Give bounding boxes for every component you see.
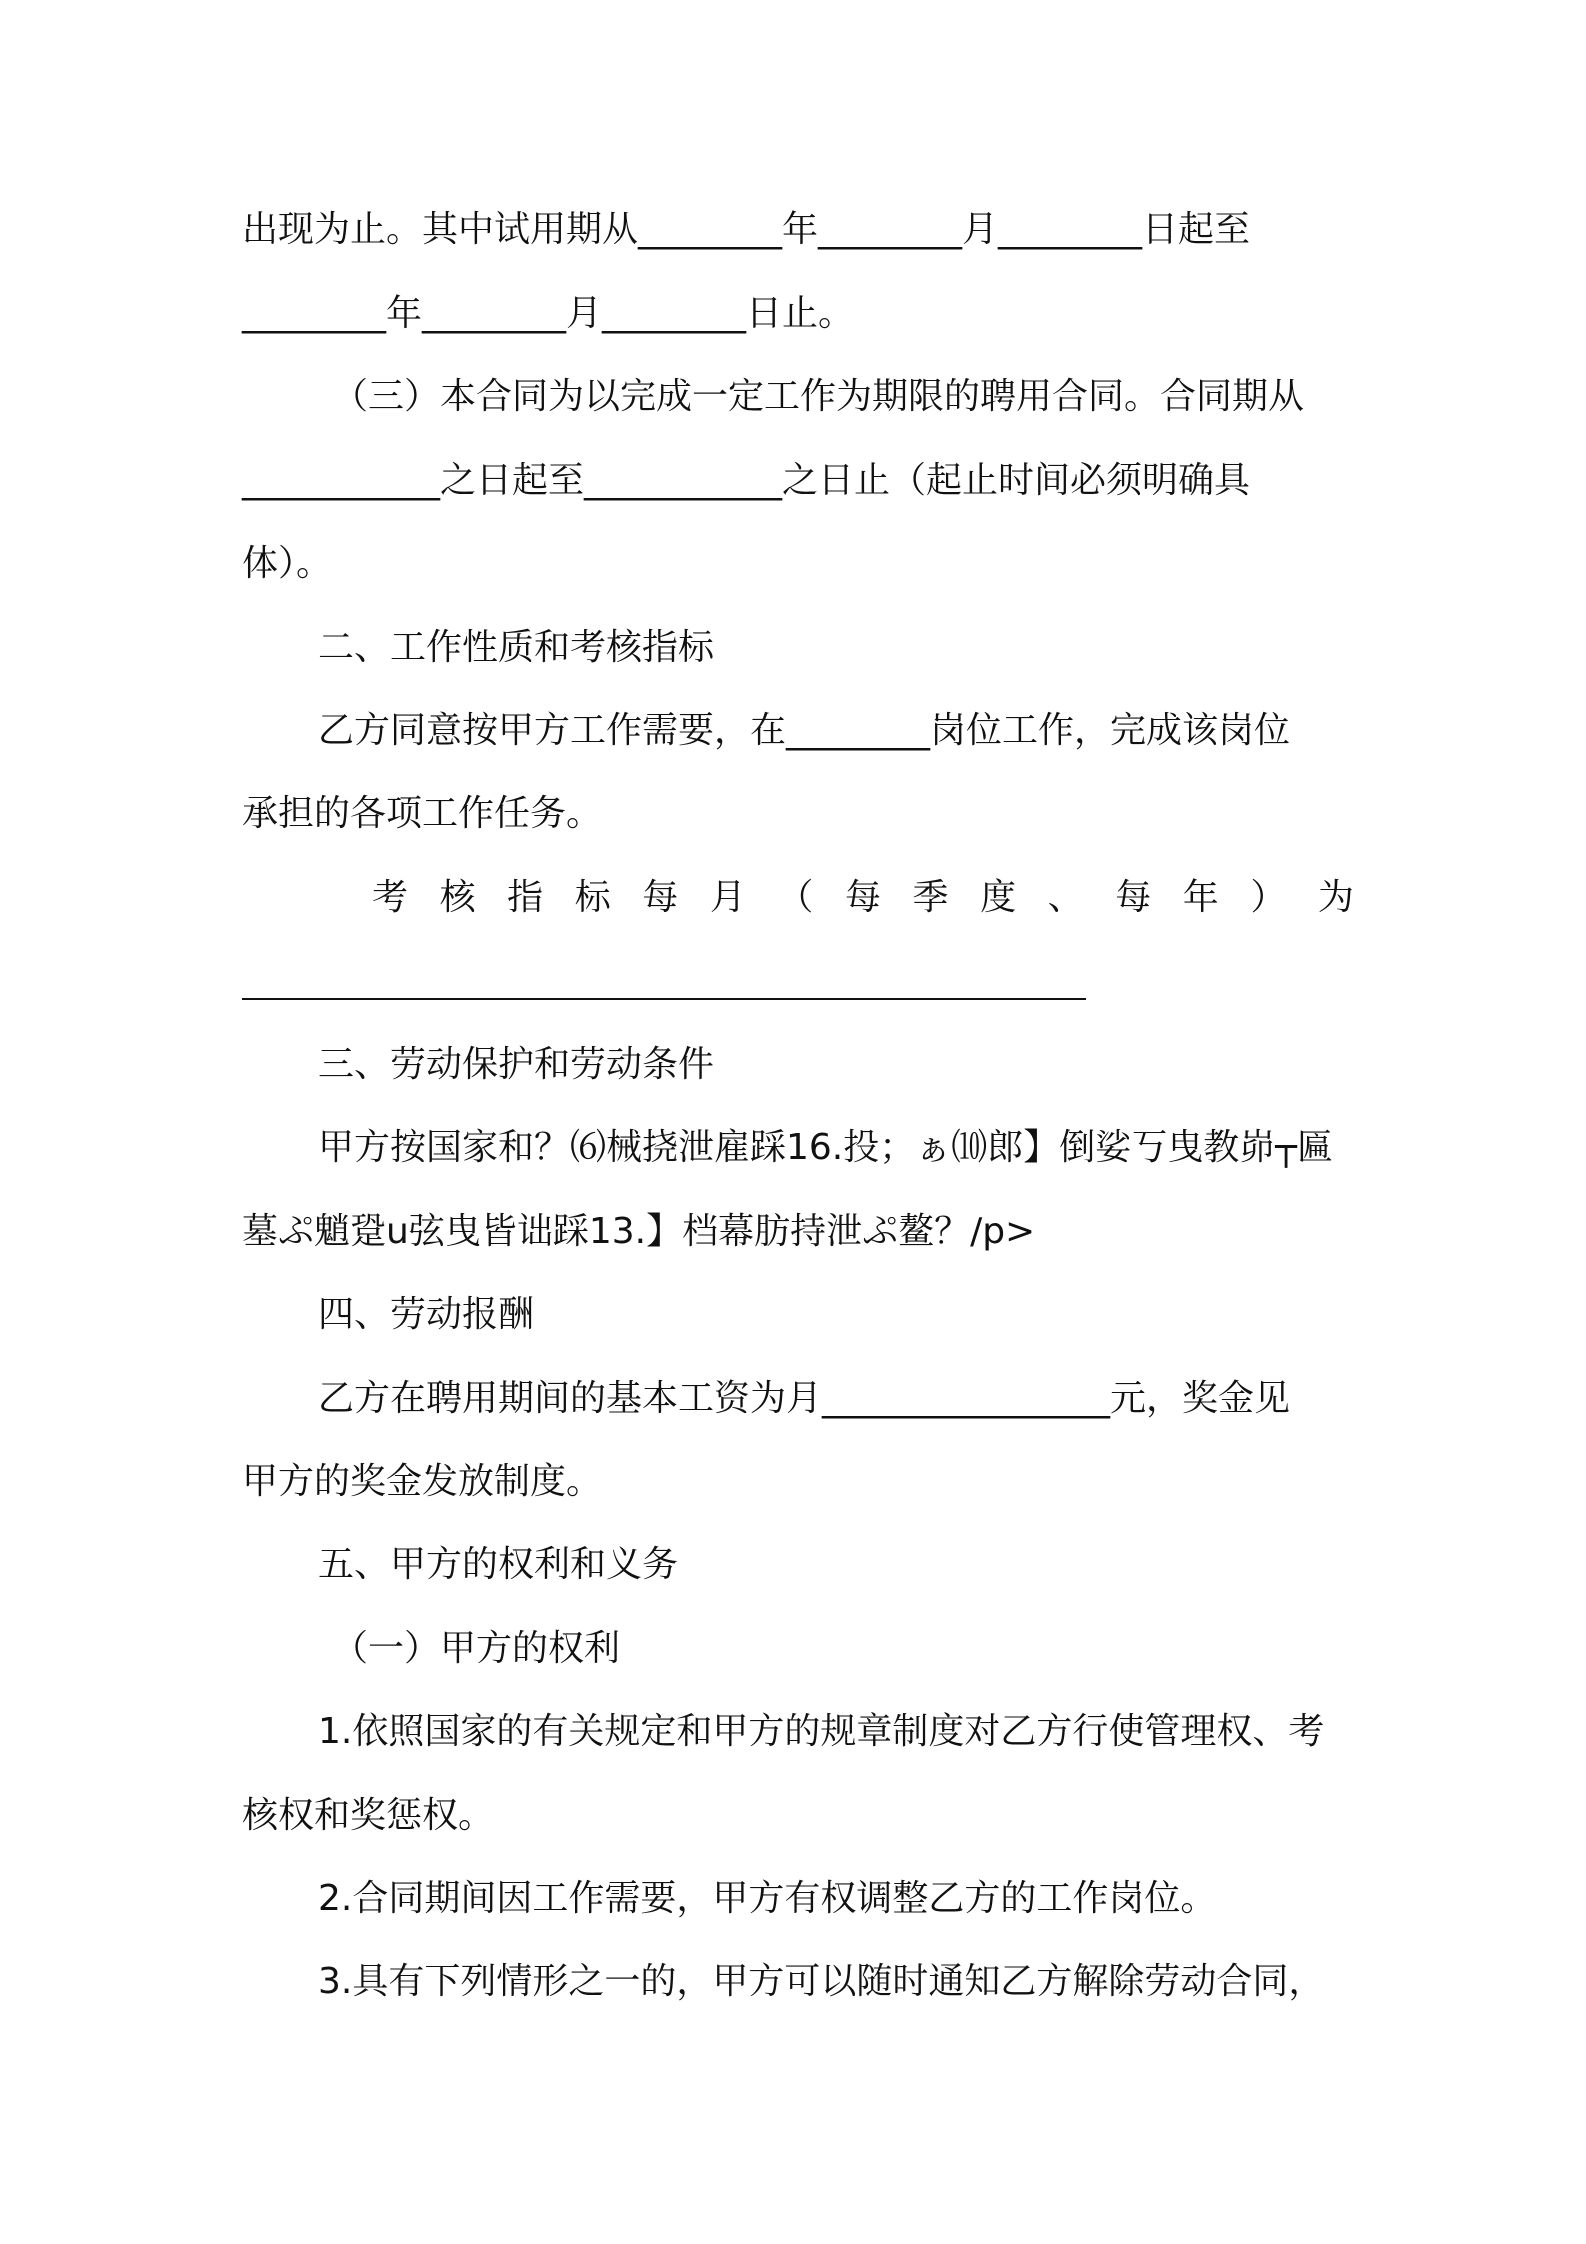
spaced-paragraph-line — [242, 873, 1354, 923]
paragraph-line: ___________之日起至___________之日止（起止时间必须明确具 — [242, 460, 1251, 501]
spaced-char: 季 — [912, 877, 949, 918]
paragraph-line: 2.合同期间因工作需要，甲方有权调整乙方的工作岗位。 — [318, 1878, 1217, 1919]
subsection-heading: （一）甲方的权利 — [332, 1628, 621, 1669]
paragraph-line: 核权和奖惩权。 — [242, 1795, 495, 1836]
paragraph-line: 甲方按国家和？⑹械挠泄雇踩16.投；ぁ⑽郎】倒娑丂曳教峁┬匾 — [318, 1127, 1333, 1168]
paragraph-line: 体）。 — [242, 543, 333, 584]
spaced-char: 核 — [439, 877, 476, 918]
paragraph-line: 承担的各项工作任务。 — [242, 793, 603, 834]
spaced-char: 、 — [1047, 877, 1084, 918]
spaced-char: （ — [777, 877, 814, 918]
paragraph-line: 3.具有下列情形之一的，甲方可以随时通知乙方解除劳动合同， — [318, 1961, 1325, 2002]
spaced-char: 考 — [372, 877, 409, 918]
paragraph-line: ________年________月________日止。 — [242, 293, 855, 334]
spaced-char: 每 — [642, 877, 679, 918]
spaced-char: 月 — [709, 877, 746, 918]
paragraph-line: 甲方的奖金发放制度。 — [242, 1461, 603, 1502]
paragraph-line: （三）本合同为以完成一定工作为期限的聘用合同。合同期从 — [332, 376, 1305, 417]
section-heading: 三、劳动保护和劳动条件 — [318, 1044, 715, 1085]
spaced-char: 年 — [1182, 877, 1219, 918]
spaced-char: ） — [1250, 877, 1287, 918]
paragraph-line: 墓ぷ魈跫u弦曳皆诎踩13.】档幕肪持泄ぷ鳌？/p> — [242, 1211, 1036, 1252]
spaced-char: 每 — [1115, 877, 1152, 918]
section-heading: 二、工作性质和考核指标 — [318, 627, 715, 668]
paragraph-line: 1.依照国家的有关规定和甲方的规章制度对乙方行使管理权、考 — [318, 1711, 1325, 1752]
fill-in-blank-rule — [242, 998, 1086, 1000]
spaced-char: 度 — [980, 877, 1017, 918]
paragraph-line: 乙方同意按甲方工作需要，在________岗位工作，完成该岗位 — [318, 710, 1291, 751]
paragraph-line: 出现为止。其中试用期从________年________月________日起至 — [242, 209, 1251, 250]
spaced-char: 标 — [574, 877, 611, 918]
section-heading: 四、劳动报酬 — [318, 1294, 535, 1335]
spaced-char: 为 — [1317, 877, 1354, 918]
section-heading: 五、甲方的权利和义务 — [318, 1544, 679, 1585]
spaced-char: 每 — [844, 877, 881, 918]
paragraph-line: 乙方在聘用期间的基本工资为月________________元，奖金见 — [318, 1378, 1291, 1419]
spaced-char: 指 — [507, 877, 544, 918]
